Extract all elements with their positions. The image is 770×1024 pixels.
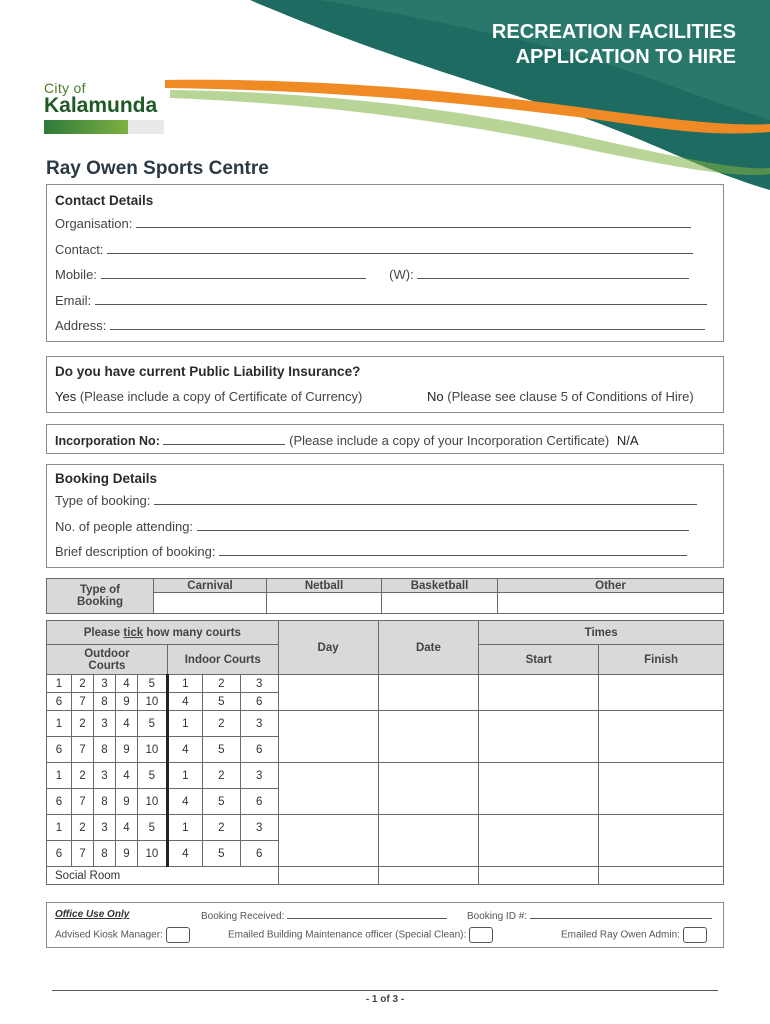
basketball-cell[interactable]	[382, 593, 498, 614]
work-phone-label: (W):	[389, 267, 414, 282]
outdoor-court-1[interactable]: 1	[47, 763, 72, 789]
social-room-finish[interactable]	[599, 867, 724, 885]
office-use-title: Office Use Only	[55, 909, 130, 920]
indoor-court-3[interactable]: 3	[240, 815, 278, 841]
maintenance-row	[228, 927, 493, 943]
outdoor-court-7[interactable]: 7	[71, 737, 93, 763]
outdoor-court-10[interactable]: 10	[137, 841, 167, 867]
outdoor-court-2[interactable]: 2	[71, 711, 93, 737]
start-cell[interactable]	[479, 675, 599, 711]
booking-type-row	[55, 492, 697, 508]
mobile-field[interactable]	[101, 266, 366, 279]
incorporation-field[interactable]	[163, 432, 285, 445]
type-of-booking-header	[47, 579, 154, 614]
outdoor-court-10[interactable]: 10	[137, 693, 167, 711]
booking-received-label: Booking Received:	[201, 911, 285, 922]
address-row	[55, 317, 705, 333]
admin-row	[561, 927, 707, 943]
indoor-court-6[interactable]: 6	[240, 841, 278, 867]
indoor-court-6[interactable]: 6	[240, 737, 278, 763]
outdoor-court-9[interactable]: 9	[115, 789, 137, 815]
incorporation-label: Incorporation No:	[55, 434, 160, 448]
outdoor-court-1[interactable]: 1	[47, 711, 72, 737]
logo-bar	[44, 120, 164, 134]
indoor-court-1[interactable]: 1	[167, 815, 202, 841]
outdoor-court-6[interactable]: 6	[47, 737, 72, 763]
city-logo	[44, 80, 169, 150]
outdoor-court-2[interactable]: 2	[71, 675, 93, 693]
booking-details-section	[46, 464, 724, 568]
incorporation-row	[55, 432, 639, 448]
contact-details-section	[46, 184, 724, 342]
organisation-field[interactable]	[136, 215, 691, 228]
people-row	[55, 518, 689, 534]
day-cell[interactable]	[278, 711, 378, 763]
option-carnival: Carnival	[154, 579, 267, 593]
social-room-label: Social Room	[47, 867, 279, 885]
footer-rule	[52, 990, 718, 991]
date-header: Date	[378, 621, 479, 675]
outdoor-court-2[interactable]: 2	[71, 815, 93, 841]
social-room-start[interactable]	[479, 867, 599, 885]
logo-city-of: City of	[44, 80, 86, 96]
day-cell[interactable]	[278, 763, 378, 815]
day-cell[interactable]	[278, 675, 378, 711]
finish-cell[interactable]	[599, 763, 724, 815]
start-cell[interactable]	[479, 815, 599, 867]
indoor-court-5[interactable]: 5	[202, 693, 240, 711]
court-row	[47, 711, 724, 737]
booking-type-label: Type of booking:	[55, 493, 151, 508]
indoor-court-5[interactable]: 5	[202, 737, 240, 763]
maintenance-checkbox[interactable]	[469, 927, 493, 943]
email-field[interactable]	[95, 292, 707, 305]
outdoor-court-10[interactable]: 10	[137, 737, 167, 763]
indoor-court-3[interactable]: 3	[240, 763, 278, 789]
outdoor-court-5[interactable]: 5	[137, 763, 167, 789]
outdoor-court-8[interactable]: 8	[93, 841, 115, 867]
start-cell[interactable]	[479, 763, 599, 815]
type-of-booking-label: Type of Booking	[77, 584, 123, 608]
venue-title: Ray Owen Sports Centre	[46, 158, 269, 179]
court-row	[47, 815, 724, 841]
date-cell[interactable]	[378, 763, 479, 815]
outdoor-court-8[interactable]: 8	[93, 737, 115, 763]
insurance-section	[46, 356, 724, 413]
kiosk-checkbox[interactable]	[166, 927, 190, 943]
start-header: Start	[479, 645, 599, 675]
indoor-court-2[interactable]: 2	[202, 815, 240, 841]
day-header: Day	[278, 621, 378, 675]
booking-received-field[interactable]	[287, 909, 447, 919]
outdoor-court-5[interactable]: 5	[137, 711, 167, 737]
outdoor-court-7[interactable]: 7	[71, 789, 93, 815]
people-field[interactable]	[197, 518, 689, 531]
address-label: Address:	[55, 318, 107, 333]
indoor-court-3[interactable]: 3	[240, 711, 278, 737]
email-row	[55, 292, 707, 308]
indoor-court-6[interactable]: 6	[240, 789, 278, 815]
mobile-row	[55, 266, 689, 282]
indoor-courts-header: Indoor Courts	[167, 645, 278, 675]
carnival-cell[interactable]	[154, 593, 267, 614]
indoor-court-2[interactable]: 2	[202, 675, 240, 693]
indoor-court-2[interactable]: 2	[202, 711, 240, 737]
outdoor-court-2[interactable]: 2	[71, 763, 93, 789]
description-row	[55, 543, 687, 559]
indoor-court-5[interactable]: 5	[202, 841, 240, 867]
finish-cell[interactable]	[599, 675, 724, 711]
tick-courts-header	[47, 621, 279, 645]
day-cell[interactable]	[278, 815, 378, 867]
start-cell[interactable]	[479, 711, 599, 763]
option-netball: Netball	[267, 579, 382, 593]
netball-cell[interactable]	[267, 593, 382, 614]
outdoor-court-9[interactable]: 9	[115, 693, 137, 711]
finish-cell[interactable]	[599, 711, 724, 763]
kiosk-row	[55, 927, 190, 943]
social-room-date[interactable]	[378, 867, 479, 885]
booking-id-row	[467, 909, 712, 922]
indoor-court-3[interactable]: 3	[240, 675, 278, 693]
outdoor-court-1[interactable]: 1	[47, 815, 72, 841]
insurance-question: Do you have current Public Liability Insurance?	[55, 364, 361, 379]
indoor-court-5[interactable]: 5	[202, 789, 240, 815]
outdoor-court-4[interactable]: 4	[115, 763, 137, 789]
contact-field[interactable]	[107, 241, 693, 254]
indoor-court-4[interactable]: 4	[167, 693, 202, 711]
court-row	[47, 763, 724, 789]
outdoor-court-4[interactable]: 4	[115, 675, 137, 693]
option-other: Other	[498, 579, 724, 593]
kiosk-label: Advised Kiosk Manager:	[55, 929, 163, 941]
tick-word: tick	[123, 626, 144, 639]
insurance-no-note: (Please see clause 5 of Conditions of Hire)	[447, 389, 694, 404]
outdoor-court-5[interactable]: 5	[137, 815, 167, 841]
title-line-1: RECREATION FACILITIES	[491, 21, 736, 43]
indoor-court-4[interactable]: 4	[167, 841, 202, 867]
page-number: - 1 of 3 -	[365, 994, 405, 1005]
outdoor-court-1[interactable]: 1	[47, 675, 72, 693]
outdoor-court-3[interactable]: 3	[93, 711, 115, 737]
times-header: Times	[479, 621, 724, 645]
indoor-court-4[interactable]: 4	[167, 737, 202, 763]
contact-row	[55, 241, 693, 257]
document-title	[492, 20, 736, 70]
outdoor-court-9[interactable]: 9	[115, 841, 137, 867]
outdoor-court-7[interactable]: 7	[71, 693, 93, 711]
date-cell[interactable]	[378, 815, 479, 867]
organisation-label: Organisation:	[55, 216, 133, 231]
tick-prefix: Please	[83, 626, 124, 639]
outdoor-court-8[interactable]: 8	[93, 789, 115, 815]
insurance-no-label: No	[427, 389, 444, 404]
outdoor-court-3[interactable]: 3	[93, 815, 115, 841]
outdoor-court-6[interactable]: 6	[47, 841, 72, 867]
indoor-court-1[interactable]: 1	[167, 763, 202, 789]
indoor-court-4[interactable]: 4	[167, 789, 202, 815]
insurance-no[interactable]	[427, 389, 694, 404]
outdoor-court-3[interactable]: 3	[93, 675, 115, 693]
contact-title: Contact Details	[55, 193, 154, 208]
finish-header: Finish	[599, 645, 724, 675]
maintenance-label: Emailed Building Maintenance officer (Special Clean):	[228, 929, 467, 941]
courts-table	[46, 620, 724, 885]
outdoor-court-6[interactable]: 6	[47, 693, 72, 711]
indoor-court-6[interactable]: 6	[240, 693, 278, 711]
date-cell[interactable]	[378, 675, 479, 711]
outdoor-court-5[interactable]: 5	[137, 675, 167, 693]
outdoor-courts-header	[47, 645, 168, 675]
title-line-2: APPLICATION TO HIRE	[515, 46, 736, 68]
logo-name: Kalamunda	[44, 94, 158, 117]
office-use-section	[46, 902, 724, 948]
other-cell[interactable]	[498, 593, 724, 614]
booking-title: Booking Details	[55, 471, 158, 486]
option-basketball: Basketball	[382, 579, 498, 593]
outdoor-court-6[interactable]: 6	[47, 789, 72, 815]
outdoor-courts-label: Outdoor Courts	[84, 647, 130, 672]
outdoor-court-3[interactable]: 3	[93, 763, 115, 789]
social-room-day[interactable]	[278, 867, 378, 885]
indoor-court-1[interactable]: 1	[167, 711, 202, 737]
tick-suffix: how many courts	[143, 626, 241, 639]
email-label: Email:	[55, 293, 92, 308]
organisation-row	[55, 215, 691, 231]
incorporation-note: (Please include a copy of your Incorporation Certificate)	[289, 433, 610, 448]
date-cell[interactable]	[378, 711, 479, 763]
booking-received-row	[201, 909, 447, 922]
admin-checkbox[interactable]	[683, 927, 707, 943]
outdoor-court-9[interactable]: 9	[115, 737, 137, 763]
people-label: No. of people attending:	[55, 519, 194, 534]
booking-id-label: Booking ID #:	[467, 911, 528, 922]
mobile-label: Mobile:	[55, 267, 97, 282]
insurance-yes-note: (Please include a copy of Certificate of Currency)	[79, 389, 363, 404]
outdoor-court-4[interactable]: 4	[115, 815, 137, 841]
outdoor-court-7[interactable]: 7	[71, 841, 93, 867]
indoor-court-1[interactable]: 1	[167, 675, 202, 693]
finish-cell[interactable]	[599, 815, 724, 867]
incorporation-section	[46, 424, 724, 454]
description-field[interactable]	[219, 543, 687, 556]
address-field[interactable]	[110, 317, 705, 330]
insurance-yes[interactable]	[55, 389, 362, 404]
incorporation-na: N/A	[616, 433, 639, 448]
insurance-yes-label: Yes	[55, 389, 77, 404]
booking-id-field[interactable]	[530, 909, 712, 919]
description-label: Brief description of booking:	[55, 544, 216, 559]
contact-label: Contact:	[55, 242, 104, 257]
booking-type-table	[46, 578, 724, 614]
admin-label: Emailed Ray Owen Admin:	[561, 929, 680, 941]
court-row	[47, 675, 724, 693]
booking-type-field[interactable]	[154, 492, 697, 505]
outdoor-court-10[interactable]: 10	[137, 789, 167, 815]
outdoor-court-8[interactable]: 8	[93, 693, 115, 711]
work-phone-field[interactable]	[417, 266, 689, 279]
indoor-court-2[interactable]: 2	[202, 763, 240, 789]
outdoor-court-4[interactable]: 4	[115, 711, 137, 737]
